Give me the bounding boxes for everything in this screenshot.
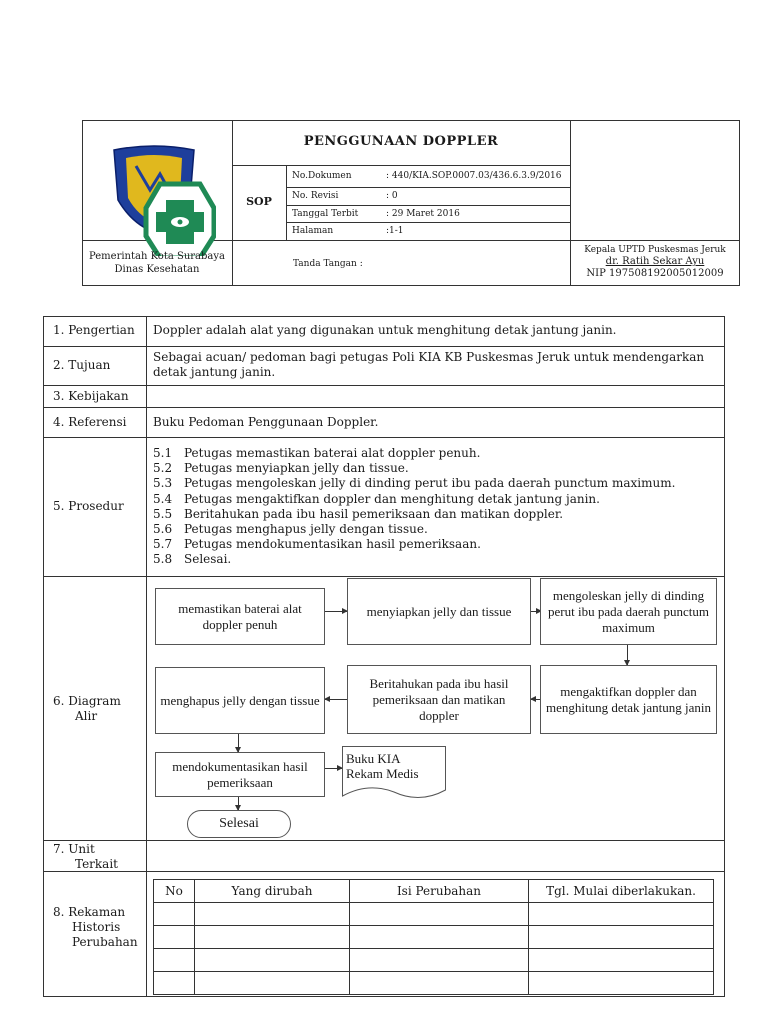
- header-rule-sop: [286, 165, 287, 240]
- table-row: [154, 903, 714, 926]
- row-rule-3: [43, 407, 725, 408]
- row-label-diagram-2: Alir: [75, 709, 98, 723]
- signatory-name: dr. Ratih Sekar Ayu: [605, 256, 705, 267]
- flow-box-activate-doppler: mengaktifkan doppler dan menghitung detak jantung janin: [540, 665, 717, 734]
- procedure-step-num: 5.1: [153, 446, 173, 460]
- field-label-no-revisi: No. Revisi: [292, 191, 339, 201]
- row-rule-7: [43, 871, 725, 872]
- procedure-step: [153, 461, 718, 476]
- row-rule-2: [43, 385, 725, 386]
- procedure-step-num: 5.6: [153, 522, 173, 537]
- flow-terminal-selesai: Selesai: [187, 810, 291, 838]
- flow-arrow-6-7: [238, 734, 239, 752]
- main-table-divider: [146, 316, 147, 997]
- procedure-list: [153, 446, 718, 568]
- row-text-tujuan: Sebagai acuan/ pedoman bagi petugas Poli KIA KB Puskesmas Jeruk untuk mendengarkan detak jantung janin.: [153, 350, 705, 379]
- history-col-tgl-mulai: Tgl. Mulai diberlakukan.: [529, 880, 714, 903]
- field-value-tanggal-terbit: : 29 Maret 2016: [386, 209, 460, 219]
- row-rule-4: [43, 437, 725, 438]
- history-header-row: [154, 880, 714, 903]
- table-cell: [195, 926, 350, 949]
- row-label-rekaman: 8. Rekaman: [53, 905, 126, 919]
- row-rule-6: [43, 840, 725, 841]
- flow-box-document-result: mendokumentasikan hasil pemeriksaan: [155, 752, 325, 797]
- procedure-step: [153, 476, 718, 491]
- flow-arrow-5-6: [325, 699, 347, 700]
- table-cell: [529, 949, 714, 972]
- procedure-step: [153, 446, 718, 461]
- flow-document-line-2: Rekam Medis: [346, 766, 419, 781]
- flow-arrow-1-2: [325, 611, 347, 612]
- row-label-diagram: 6. Diagram: [53, 694, 121, 708]
- signatory-nip: NIP 197508192005012009: [586, 268, 724, 279]
- flow-box-check-battery: memastikan baterai alat doppler penuh: [155, 588, 325, 645]
- flow-document-line-1: Buku KIA: [346, 751, 401, 766]
- procedure-step-text: Petugas menghapus jelly dengan tissue.: [184, 522, 428, 537]
- flow-box-remove-jelly: menghapus jelly dengan tissue: [155, 667, 325, 734]
- table-cell: [195, 903, 350, 926]
- flow-arrow-3-4: [627, 645, 628, 665]
- row-rule-5: [43, 576, 725, 577]
- signature-label: Tanda Tangan :: [293, 259, 363, 269]
- procedure-step-num: 5.3: [153, 476, 173, 491]
- flow-arrow-7-end: [238, 797, 239, 810]
- document-title: PENGGUNAAN DOPPLER: [303, 134, 499, 149]
- table-cell: [154, 949, 195, 972]
- table-cell: [154, 903, 195, 926]
- history-col-no: No: [154, 880, 195, 903]
- procedure-step-num: 5.7: [153, 537, 173, 552]
- field-value-no-revisi: : 0: [386, 191, 398, 201]
- procedure-step-text: Petugas memastikan baterai alat doppler penuh.: [184, 446, 481, 460]
- field-value-no-dokumen: : 440/KIA.SOP.0007.03/436.6.3.9/2016: [386, 171, 562, 181]
- table-cell: [350, 903, 529, 926]
- org-line-2: Dinas Kesehatan: [114, 264, 200, 275]
- flow-arrow-4-5: [531, 699, 540, 700]
- history-table: [153, 879, 714, 995]
- signatory-title: Kepala UPTD Puskesmas Jeruk: [584, 245, 726, 255]
- table-cell: [195, 949, 350, 972]
- field-label-halaman: Halaman: [292, 226, 334, 236]
- field-value-halaman: :1-1: [386, 226, 404, 236]
- history-col-isi-perubahan: Isi Perubahan: [350, 880, 529, 903]
- header-rule-f1: [286, 187, 570, 188]
- procedure-step: [153, 537, 718, 552]
- field-label-no-dokumen: No.Dokumen: [292, 171, 352, 181]
- table-cell: [350, 972, 529, 995]
- table-cell: [350, 949, 529, 972]
- row-label-prosedur: 5. Prosedur: [53, 499, 124, 513]
- history-col-yang-dirubah: Yang dirubah: [195, 880, 350, 903]
- table-row: [154, 949, 714, 972]
- flow-document-shape: [342, 746, 446, 802]
- row-label-referensi: 4. Referensi: [53, 415, 127, 429]
- procedure-step-num: 5.8: [153, 552, 173, 567]
- header-rule-f3: [286, 222, 570, 223]
- sop-label: SOP: [246, 195, 272, 208]
- row-label-unit-2: Terkait: [75, 857, 118, 871]
- procedure-step-text: Petugas mengaktifkan doppler dan menghitung detak jantung janin.: [184, 491, 600, 506]
- table-cell: [529, 903, 714, 926]
- table-cell: [195, 972, 350, 995]
- procedure-step: [153, 552, 718, 567]
- flow-box-prepare-jelly: menyiapkan jelly dan tissue: [347, 578, 531, 645]
- row-text-referensi: Buku Pedoman Penggunaan Doppler.: [153, 415, 379, 429]
- procedure-step-num: 5.2: [153, 461, 173, 476]
- procedure-step-num: 5.5: [153, 506, 173, 521]
- row-label-unit: 7. Unit: [53, 842, 95, 856]
- flow-box-inform-result: Beritahukan pada ibu hasil pemeriksaan dan matikan doppler: [347, 665, 531, 734]
- procedure-step: [153, 522, 718, 537]
- table-row: [154, 972, 714, 995]
- field-label-tanggal-terbit: Tanggal Terbit: [292, 209, 359, 219]
- row-label-rekaman-3: Perubahan: [72, 935, 138, 949]
- table-cell: [350, 926, 529, 949]
- procedure-step: [153, 507, 718, 522]
- table-row: [154, 926, 714, 949]
- row-label-rekaman-2: Historis: [72, 920, 121, 934]
- header-rule-title: [232, 165, 570, 166]
- row-rule-1: [43, 346, 725, 347]
- procedure-step-text: Petugas menyiapkan jelly dan tissue.: [184, 461, 409, 476]
- procedure-step-text: Beritahukan pada ibu hasil pemeriksaan dan matikan doppler.: [184, 506, 564, 521]
- procedure-step-num: 5.4: [153, 491, 173, 506]
- row-label-tujuan: 2. Tujuan: [53, 358, 111, 372]
- header-rule-f2: [286, 205, 570, 206]
- flow-arrow-7-doc: [325, 768, 342, 769]
- row-label-kebijakan: 3. Kebijakan: [53, 389, 129, 403]
- procedure-step-text: Selesai.: [184, 552, 232, 567]
- org-line-1: Pemerintah Kota Surabaya: [88, 251, 225, 262]
- procedure-step: [153, 492, 718, 507]
- row-label-pengertian: 1. Pengertian: [53, 323, 135, 337]
- row-text-pengertian: Doppler adalah alat yang digunakan untuk menghitung detak jantung janin.: [153, 323, 617, 337]
- table-cell: [154, 926, 195, 949]
- procedure-step-text: Petugas mengoleskan jelly di dinding perut ibu pada daerah punctum maximum.: [184, 476, 676, 491]
- procedure-step-text: Petugas mendokumentasikan hasil pemeriksaan.: [184, 537, 481, 552]
- flow-box-apply-jelly: mengoleskan jelly di dinding perut ibu pada daerah punctum maximum: [540, 578, 717, 645]
- logo: [104, 144, 216, 256]
- table-cell: [529, 972, 714, 995]
- table-cell: [529, 926, 714, 949]
- table-cell: [154, 972, 195, 995]
